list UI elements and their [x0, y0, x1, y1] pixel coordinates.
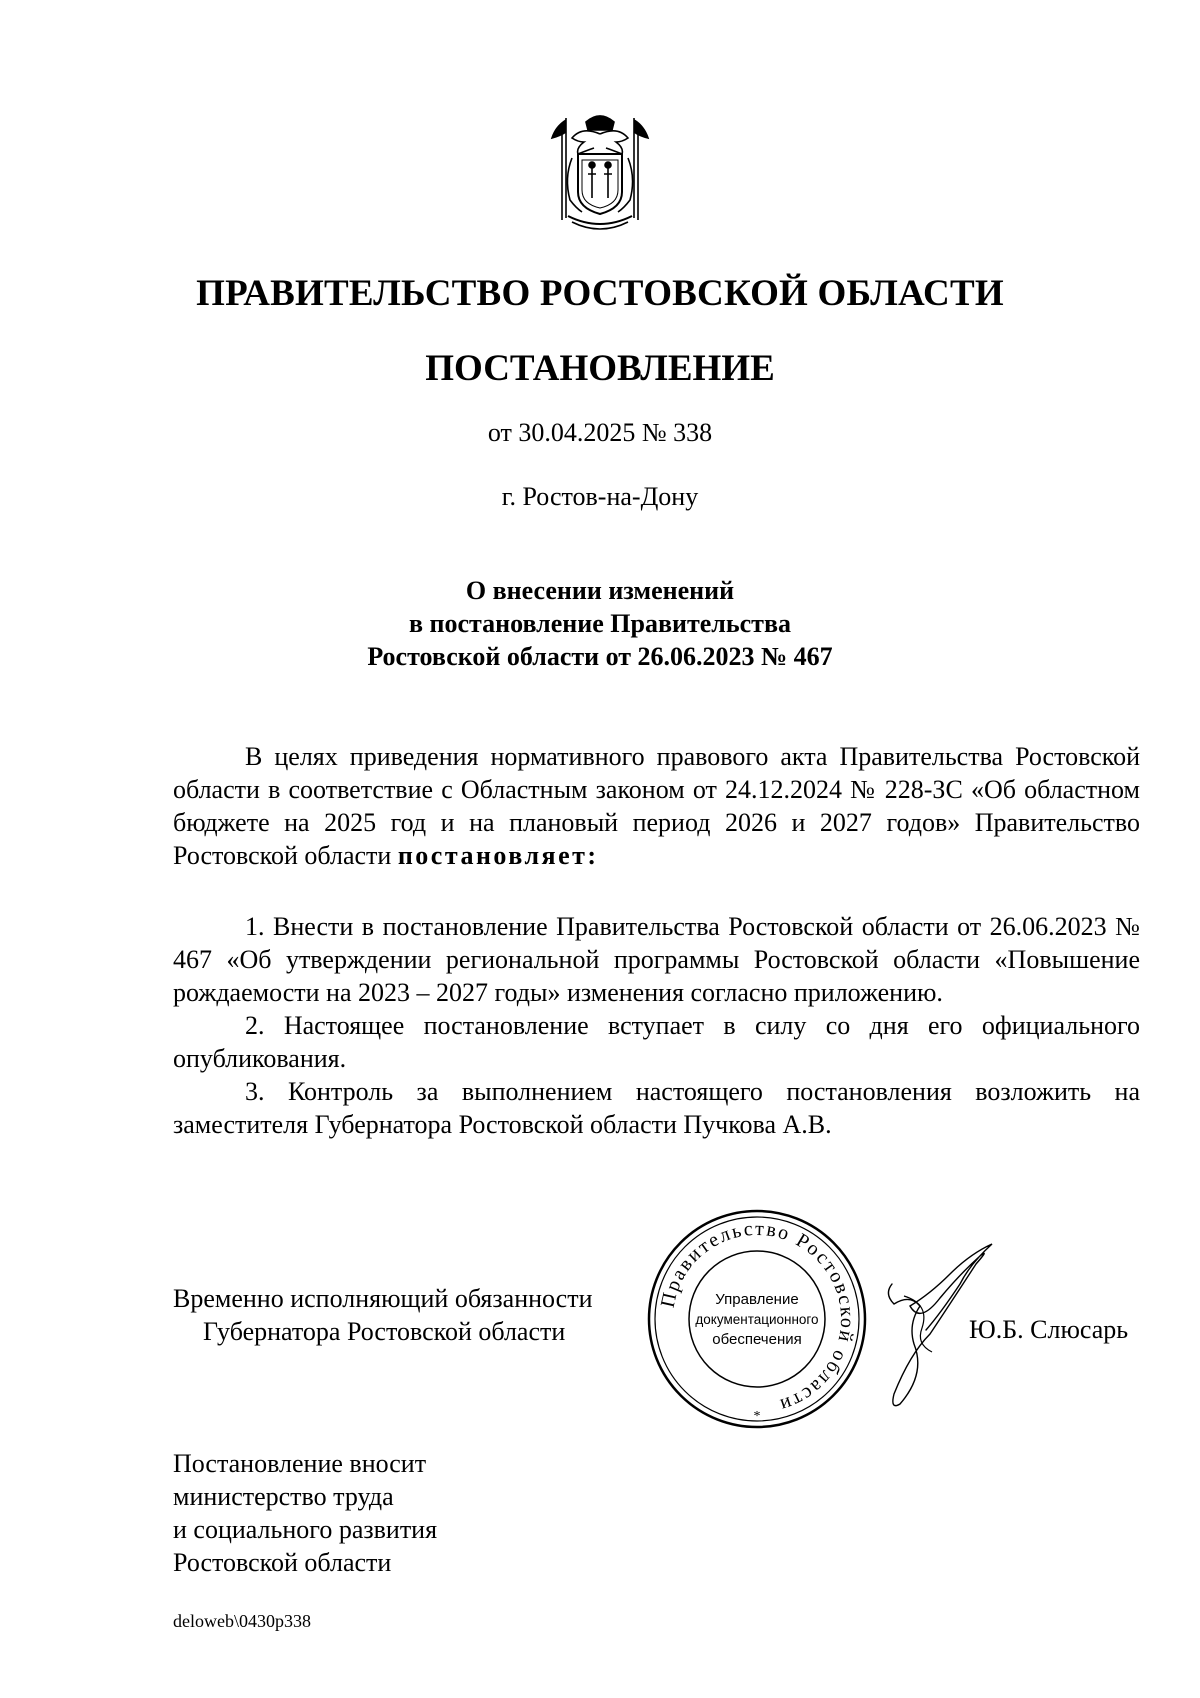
resolution-item: 2. Настоящее постановление вступает в силу со дня его официального опубликования. [173, 1011, 1140, 1073]
resolution-item: 3. Контроль за выполнением настоящего постановления возложить на заместителя Губернатора Ростовской области Пучкова А.В. [173, 1077, 1140, 1139]
submitter-line: министерство труда [173, 1482, 394, 1511]
submitter-line: Постановление вносит [173, 1449, 427, 1478]
coat-of-arms-icon [542, 108, 658, 236]
submitter-note [173, 1447, 437, 1579]
signatory-name: Ю.Б. Слюсарь [969, 1315, 1129, 1344]
document-subject [0, 574, 1200, 673]
signatory-position [173, 1282, 593, 1348]
subject-line: в постановление Правительства [408, 609, 791, 638]
position-line: Губернатора Ростовской области [203, 1317, 566, 1346]
official-stamp [646, 1208, 868, 1430]
subject-line: О внесении изменений [465, 576, 735, 605]
resolves-keyword: постановляет: [397, 841, 599, 870]
organization-title: ПРАВИТЕЛЬСТВО РОСТОВСКОЙ ОБЛАСТИ [196, 273, 1004, 314]
document-code: deloweb\0430p338 [173, 1611, 311, 1631]
preamble-paragraph [173, 740, 1140, 872]
stamp-center-line: обеспечения [712, 1331, 802, 1348]
stamp-center-line: Управление [715, 1291, 799, 1308]
resolution-item: 1. Внести в постановление Правительства Ростовской области от 26.06.2023 № 467 «Об утверждении региональной программы Ростовской области «Повышение рождаемости на 2023 – 2027 годы» изменения согласно приложению. [173, 912, 1140, 1007]
resolution-items [173, 910, 1140, 1141]
position-line: Временно исполняющий обязанности [173, 1284, 593, 1313]
document-city: г. Ростов-на-Дону [501, 482, 699, 511]
document-type: ПОСТАНОВЛЕНИЕ [425, 348, 775, 389]
preamble-text: В целях приведения нормативного правового акта Правительства Ростовской области в соответствие с Областным законом от 24.12.2024 № 228-ЗС «Об областном бюджете на 2025 год и на плановый период 2026 и 2027 годов» Правительство Ростовской области [173, 742, 1140, 870]
document-date-number: от 30.04.2025 № 338 [487, 418, 713, 447]
stamp-ring-text: Правительство Ростовской области [656, 1217, 859, 1417]
subject-line: Ростовской области от 26.06.2023 № 467 [367, 642, 833, 671]
submitter-line: Ростовской области [173, 1548, 392, 1577]
submitter-line: и социального развития [173, 1515, 438, 1544]
stamp-star-icon: * [753, 1409, 761, 1424]
stamp-center-line: документационного [695, 1312, 819, 1327]
